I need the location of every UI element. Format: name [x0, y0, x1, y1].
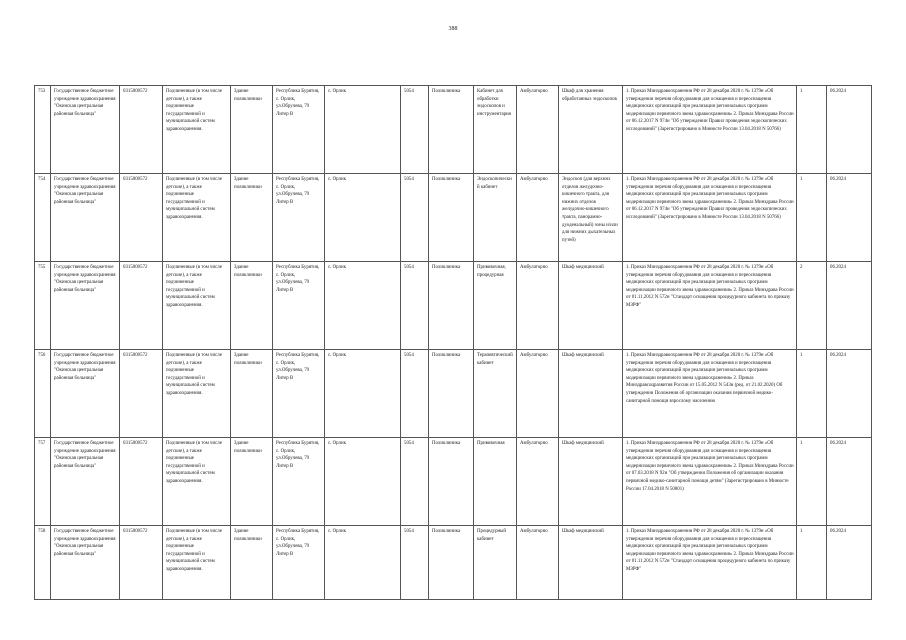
room-cell: Прививочная, процедурная — [474, 262, 517, 350]
room-cell: Прививочная — [474, 438, 517, 526]
equipment-cell: Шкаф медицинский — [559, 526, 623, 600]
page-number: 388 — [448, 26, 458, 32]
equipment-cell: Шкаф для хранения обработанных эндоскопов — [559, 86, 623, 174]
locality-cell: с. Орлик — [325, 174, 401, 262]
care-type-cell: Амбулаторно — [517, 174, 559, 262]
row-number-cell: 753 — [35, 86, 51, 174]
regulation-cell: 1. Приказ Минздравоохранения РФ от 28 декабря 2020 г. № 1379н «Об утверждении перечня оборудования для оснащения и переоснащения медицинских организаций при реализации региональных программ модернизации первичного звена здравоохранения» 2. Приказ Минздрава России от 01.11.2012 N 572н "Стандарт оснащения процедурного кабинета по приказу МЗРФ" — [623, 526, 797, 600]
organization-cell: Государственное бюджетное учреждение здравоохранения "Окинская центральная районная больница" — [51, 526, 120, 600]
address-cell: Республика Бурятия, с. Орлик, ул.Обручева, 79 Литер В — [273, 438, 325, 526]
building-cell: Здание поликлиники — [231, 438, 273, 526]
table-row — [35, 262, 872, 350]
regulation-cell: 1. Приказ Минздравоохранения РФ от 28 декабря 2020 г. № 1379н «Об утверждении перечня оборудования для оснащения и переоснащения медицинских организаций при реализации региональных программ модернизации первичного звена здравоохранения» 2. Приказ Минздрава России от 01.11.2012 N 572н "Стандарт оснащения процедурного кабинета по приказу МЗРФ" — [623, 262, 797, 350]
row-number-cell: 756 — [35, 350, 51, 438]
address-cell: Республика Бурятия, с. Орлик, ул.Обручева, 79 Литер В — [273, 526, 325, 600]
code-cell: 5054 — [401, 438, 429, 526]
building-cell: Здание поликлиники — [231, 262, 273, 350]
ogrn-cell: 0315000572 — [120, 174, 163, 262]
care-type-cell: Амбулаторно — [517, 438, 559, 526]
organization-cell: Государственное бюджетное учреждение здравоохранения "Окинская центральная районная больница" — [51, 350, 120, 438]
subordination-cell: Подчиненные (в том числе детские), а также подчиненные государственной и муниципальной систем здравоохранения. — [163, 262, 231, 350]
quantity-cell: 1 — [797, 174, 827, 262]
subordination-cell: Подчиненные (в том числе детские), а также подчиненные государственной и муниципальной систем здравоохранения. — [163, 86, 231, 174]
code-cell: 5054 — [401, 174, 429, 262]
subordination-cell: Подчиненные (в том числе детские), а также подчиненные государственной и муниципальной систем здравоохранения. — [163, 174, 231, 262]
row-number-cell: 757 — [35, 438, 51, 526]
room-cell: Эндоскопический кабинет — [474, 174, 517, 262]
organization-cell: Государственное бюджетное учреждение здравоохранения "Окинская центральная районная больница" — [51, 262, 120, 350]
equipment-cell: Шкаф медицинский — [559, 350, 623, 438]
regulation-cell: 1. Приказ Минздравоохранения РФ от 28 декабря 2020 г. № 1379н «Об утверждении перечня оборудования для оснащения и переоснащения медицинских организаций при реализации региональных программ модернизации первичного звена здравоохранения» 2. Приказ Минздрава России от 07.03.2018 N 92н "Об утверждении Положения об организации оказания первичной медико-санитарной помощи детям" (Зарегистрировано в Минюсте России 17.04.2018 N 50801) — [623, 438, 797, 526]
date-cell: 06.2024 — [827, 526, 872, 600]
table-row — [35, 174, 872, 262]
department-cell: Поликлиника — [429, 262, 474, 350]
row-number-cell: 758 — [35, 526, 51, 600]
building-cell: Здание поликлиники — [231, 526, 273, 600]
locality-cell: с. Орлик — [325, 526, 401, 600]
ogrn-cell: 0315000572 — [120, 86, 163, 174]
regulation-cell: 1. Приказ Минздравоохранения РФ от 28 декабря 2020 г. № 1379н «Об утверждении перечня оборудования для оснащения и переоснащения медицинских организаций при реализации региональных программ модернизации первичного звена здравоохранения» 2. Приказ Минздрава России от 06.12.2017 N 974н "Об утверждении Правил проведения эндоскопических исследований" (Зарегистрировано в Минюсте России 13.04.2018 N 50766) — [623, 86, 797, 174]
date-cell: 06.2024 — [827, 174, 872, 262]
department-cell: Поликлиника — [429, 174, 474, 262]
equipment-cell: Эндоскоп (для верхних отделов желудочно-кишечного тракта, для нижних отделов желудочно-кишечного тракта, панорамно-дуоденальный) зоны и/или для нижних дыхательных путей) — [559, 174, 623, 262]
date-cell: 06.2024 — [827, 262, 872, 350]
address-cell: Республика Бурятия, с. Орлик, ул.Обручева, 79 Литер В — [273, 86, 325, 174]
subordination-cell: Подчиненные (в том числе детские), а также подчиненные государственной и муниципальной систем здравоохранения. — [163, 526, 231, 600]
ogrn-cell: 0315000572 — [120, 526, 163, 600]
quantity-cell: 1 — [797, 526, 827, 600]
department-cell: Поликлиника — [429, 438, 474, 526]
ogrn-cell: 0315000572 — [120, 262, 163, 350]
organization-cell: Государственное бюджетное учреждение здравоохранения "Окинская центральная районная больница" — [51, 86, 120, 174]
locality-cell: с. Орлик — [325, 438, 401, 526]
care-type-cell: Амбулаторно — [517, 86, 559, 174]
room-cell: Процедурный кабинет — [474, 526, 517, 600]
code-cell: 5054 — [401, 86, 429, 174]
code-cell: 5054 — [401, 526, 429, 600]
quantity-cell: 1 — [797, 86, 827, 174]
ogrn-cell: 0315000572 — [120, 438, 163, 526]
locality-cell: с. Орлик — [325, 350, 401, 438]
quantity-cell: 1 — [797, 438, 827, 526]
table-row — [35, 86, 872, 174]
table-row — [35, 350, 872, 438]
ogrn-cell: 0315000572 — [120, 350, 163, 438]
department-cell: Поликлиника — [429, 350, 474, 438]
room-cell: Кабинет для обработки эндоскопов и инструментария — [474, 86, 517, 174]
subordination-cell: Подчиненные (в том числе детские), а также подчиненные государственной и муниципальной систем здравоохранения. — [163, 350, 231, 438]
building-cell: Здание поликлиники — [231, 350, 273, 438]
locality-cell: с. Орлик — [325, 262, 401, 350]
regulation-cell: 1. Приказ Минздравоохранения РФ от 28 декабря 2020 г. № 1379н «Об утверждении перечня оборудования для оснащения и переоснащения медицинских организаций при реализации региональных программ модернизации первичного звена здравоохранения» 2. Приказ Минздравсоцразвития России от 15.05.2012 N 543н (ред. от 21.02.2020) Об утверждении Положения об организации оказания первичной медико-санитарной помощи взрослому населению — [623, 350, 797, 438]
date-cell: 06.2024 — [827, 350, 872, 438]
table-row — [35, 438, 872, 526]
date-cell: 06.2024 — [827, 438, 872, 526]
building-cell: Здание поликлиники — [231, 86, 273, 174]
care-type-cell: Амбулаторно — [517, 526, 559, 600]
address-cell: Республика Бурятия, с. Орлик, ул.Обручева, 79 Литер В — [273, 350, 325, 438]
care-type-cell: Амбулаторно — [517, 350, 559, 438]
equipment-registry-table — [34, 85, 872, 600]
row-number-cell: 754 — [35, 174, 51, 262]
department-cell: Поликлиника — [429, 526, 474, 600]
equipment-cell: Шкаф медицинский — [559, 438, 623, 526]
table-row — [35, 526, 872, 600]
building-cell: Здание поликлиники — [231, 174, 273, 262]
subordination-cell: Подчиненные (в том числе детские), а также подчиненные государственной и муниципальной систем здравоохранения. — [163, 438, 231, 526]
room-cell: Терапевтический кабинет — [474, 350, 517, 438]
organization-cell: Государственное бюджетное учреждение здравоохранения "Окинская центральная районная больница" — [51, 438, 120, 526]
regulation-cell: 1. Приказ Минздравоохранения РФ от 28 декабря 2020 г. № 1379н «Об утверждении перечня оборудования для оснащения и переоснащения медицинских организаций при реализации региональных программ модернизации первичного звена здравоохранения» 2. Приказ Минздрава России от 06.12.2017 N 974н "Об утверждении Правил проведения эндоскопических исследований" (Зарегистрировано в Минюсте России 13.04.2018 N 50766) — [623, 174, 797, 262]
row-number-cell: 755 — [35, 262, 51, 350]
care-type-cell: Амбулаторно — [517, 262, 559, 350]
locality-cell: с. Орлик — [325, 86, 401, 174]
address-cell: Республика Бурятия, с. Орлик, ул.Обручева, 79 Литер В — [273, 262, 325, 350]
code-cell: 5054 — [401, 350, 429, 438]
date-cell: 06.2024 — [827, 86, 872, 174]
department-cell: Поликлиника — [429, 86, 474, 174]
code-cell: 5054 — [401, 262, 429, 350]
address-cell: Республика Бурятия, с. Орлик, ул.Обручева, 79 Литер В — [273, 174, 325, 262]
equipment-cell: Шкаф медицинский — [559, 262, 623, 350]
quantity-cell: 2 — [797, 262, 827, 350]
quantity-cell: 1 — [797, 350, 827, 438]
organization-cell: Государственное бюджетное учреждение здравоохранения "Окинская центральная районная больница" — [51, 174, 120, 262]
